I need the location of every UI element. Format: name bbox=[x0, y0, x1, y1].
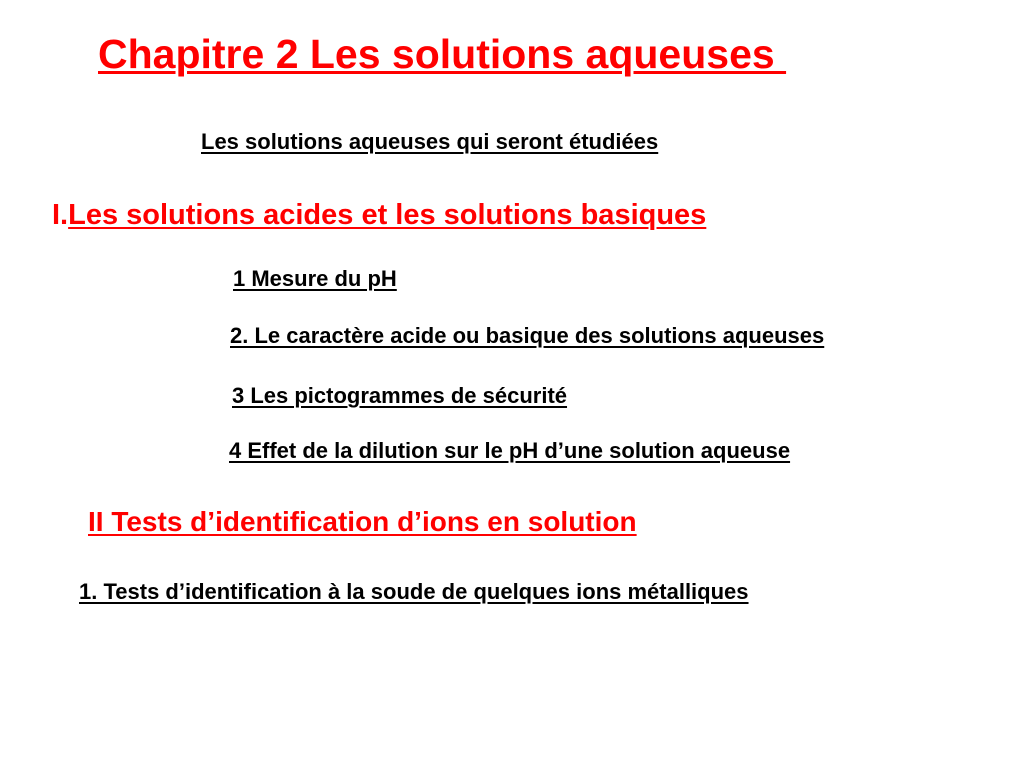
section-1-number: I. bbox=[52, 199, 69, 231]
section-2-item-1: 1. Tests d’identification à la soude de quelques ions métalliques bbox=[79, 579, 749, 604]
section-1-item-2: 2. Le caractère acide ou basique des solutions aqueuses bbox=[230, 323, 825, 348]
section-1-item-3: 3 Les pictogrammes de sécurité bbox=[232, 383, 568, 408]
section-2-heading: II Tests d’identification d’ions en solution bbox=[88, 506, 637, 537]
section-1-heading-text: Les solutions acides et les solutions basiques bbox=[68, 199, 707, 231]
section-1-item-4: 4 Effet de la dilution sur le pH d’une solution aqueuse bbox=[229, 438, 791, 463]
section-1-heading bbox=[52, 198, 706, 233]
slide-title: Chapitre 2 Les solutions aqueuses bbox=[98, 31, 787, 77]
slide-subtitle: Les solutions aqueuses qui seront étudiées bbox=[201, 129, 659, 154]
section-1-item-1: 1 Mesure du pH bbox=[233, 266, 397, 291]
